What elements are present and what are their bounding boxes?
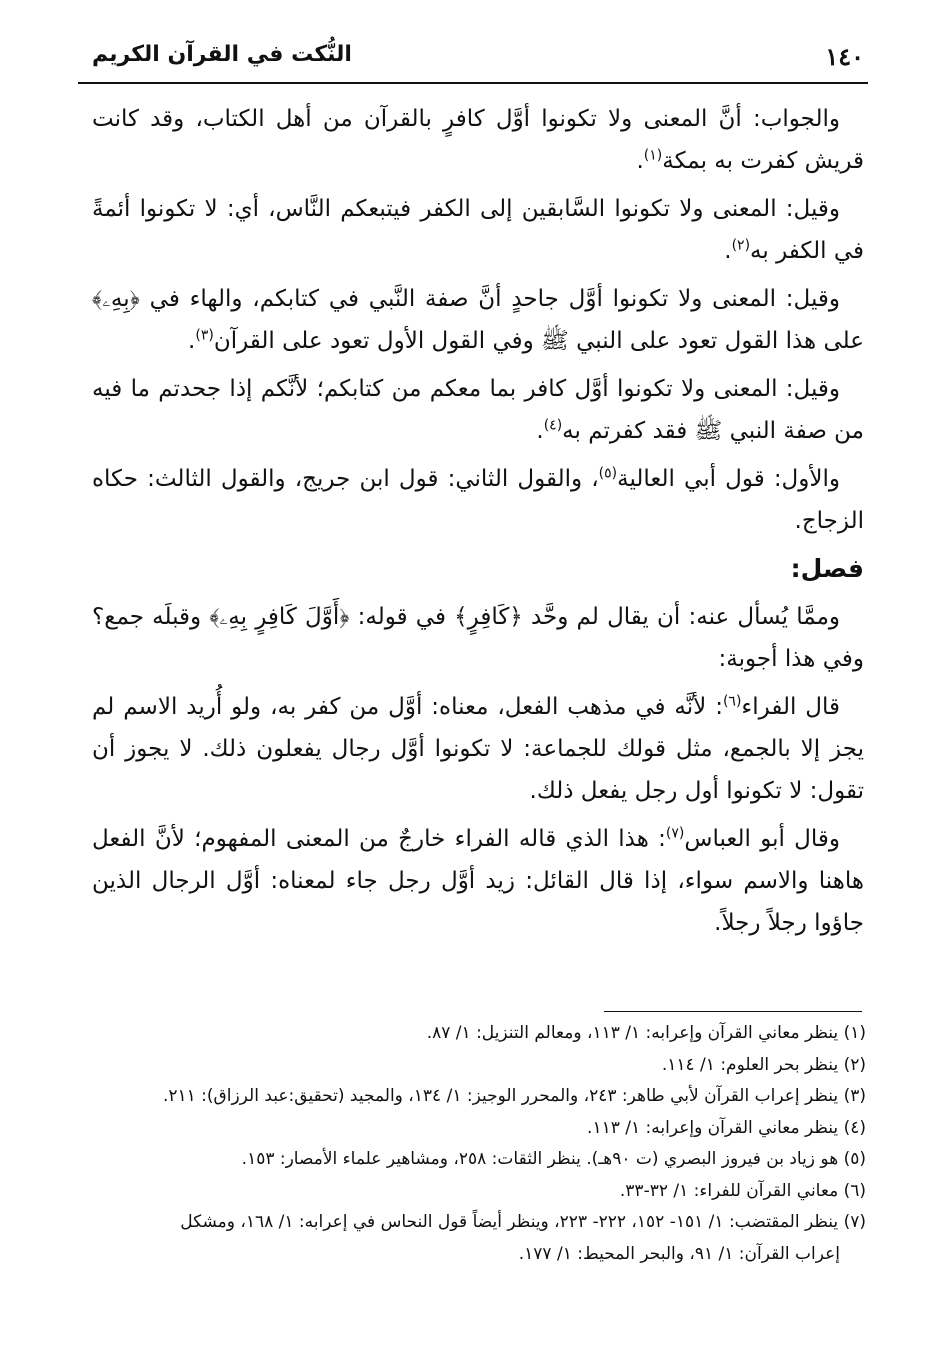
footnote-number: (١) [843, 1023, 866, 1043]
footnote-ref-5[interactable]: (٥) [598, 465, 618, 482]
page-header [78, 36, 878, 80]
footnote-divider [604, 1011, 862, 1012]
paragraph-7-text-b: : لأنَّه في مذهب الفعل، معناه: أوَّل من كفر به، ولو أُريد الاسم لم يجز إلا بالجمع، مثل قولك للجماعة: لا تكونوا أوَّل رجال يفعلون ذلك. لا يجوز أن تقول: لا تكونوا أول رجل يفعل ذلك. [92, 694, 864, 804]
footnote-text: ينظر إعراب القرآن لأبي طاهر: ٢٤٣، والمحرر الوجيز: ١/ ١٣٤، والمجيد (تحقيق:عبد الرزاق): ٢١١. [162, 1086, 839, 1106]
paragraph-2 [92, 188, 864, 272]
header-divider [78, 82, 868, 84]
paragraph-2-end: . [724, 238, 732, 264]
paragraph-4 [92, 368, 864, 452]
footnote-6 [92, 1176, 870, 1208]
footnote-number: (٦) [843, 1180, 866, 1201]
paragraph-5-text-b: ، والقول الثاني: قول ابن جريج، والقول الثالث: حكاه الزجاج. [92, 466, 864, 534]
section-heading: فصل: [790, 554, 864, 583]
paragraph-8-text-a: وقال أبو العباس [684, 826, 840, 852]
quran-quote: ﴿بِهِۦ﴾ [92, 286, 140, 312]
paragraph-8-text-b: : هذا الذي قاله الفراء خارجٌ من المعنى المفهوم؛ لأنَّ الفعل هاهنا والاسم سواء، إذا قال القائل: زيد أوَّل رجل جاء لمعناه: أوَّل الرجال الذين جاؤوا رجلاً رجلاً. [92, 826, 864, 936]
footnote-ref-7[interactable]: (٧) [665, 825, 685, 842]
footnote-text: معاني القرآن للفراء: ١/ ٣٢-٣٣. [619, 1180, 839, 1201]
paragraph-6-text-b: في قوله: [349, 604, 455, 630]
footnote-ref-3[interactable]: (٣) [195, 327, 214, 344]
paragraph-3-text-a: وقيل: المعنى ولا تكونوا أوَّل جاحدٍ أنَّ صفة النَّبي في كتابكم، والهاء في [139, 286, 840, 312]
footnote-text: ينظر المقتضب: ١/ ١٥١- ١٥٢، ٢٢٢- ٢٢٣، وينظر أيضاً قول النحاس في إعرابه: ١/ ١٦٨، ومشكل [180, 1212, 839, 1232]
paragraph-6-text-c: وقبلَه جمع؟ وفي هذا أجوبة: [92, 604, 864, 672]
paragraph-2-text: وقيل: المعنى ولا تكونوا السَّابقين إلى الكفر فيتبعكم النَّاس، أي: لا تكونوا أئمةً في الكفر به [92, 196, 864, 264]
main-text [92, 98, 864, 950]
footnote-text: ينظر بحر العلوم: ١/ ١١٤. [661, 1054, 839, 1075]
paragraph-1-end: . [636, 148, 644, 174]
paragraph-3 [92, 278, 864, 362]
paragraph-6-text-a: وممَّا يُسأل عنه: أن يقال لم وحَّد [522, 604, 840, 630]
paragraph-4-text: وقيل: المعنى ولا تكونوا أوَّل كافر بما معكم من كتابكم؛ لأنَّكم إذا جحدتم ما فيه من صفة النبي ﷺ فقد كفرتم به [92, 376, 864, 444]
footnote-number: (٧) [843, 1212, 866, 1232]
page-number: ١٤٠ [825, 42, 864, 71]
paragraph-7 [92, 686, 864, 812]
paragraph-8 [92, 818, 864, 944]
quran-quote: ﴿أَوَّلَ كَافِرٍ بِهِۦ﴾ [209, 604, 350, 630]
footnote-ref-1[interactable]: (١) [643, 147, 663, 164]
running-title: النُّكت في القرآن الكريم [92, 42, 352, 67]
footnote-number: (٣) [843, 1086, 866, 1106]
footnote-text: ينظر معاني القرآن وإعرابه: ١/ ١١٣. [587, 1117, 839, 1138]
paragraph-3-end: . [188, 328, 196, 354]
footnote-text: ينظر معاني القرآن وإعرابه: ١/ ١١٣، ومعالم التنزيل: ١/ ٨٧. [426, 1023, 839, 1043]
footnote-2 [92, 1050, 870, 1082]
paragraph-4-end: . [536, 418, 544, 444]
footnote-continuation: إعراب القرآن: ١/ ٩١، والبحر المحيط: ١/ ١٧٧. [518, 1243, 840, 1264]
paragraph-6 [92, 596, 864, 680]
footnote-ref-4[interactable]: (٤) [543, 417, 563, 434]
footnote-number: (٤) [843, 1117, 866, 1138]
footnote-number: (٥) [843, 1149, 866, 1169]
paragraph-5-text-a: والأول: قول أبي العالية [617, 466, 840, 492]
paragraph-1 [92, 98, 864, 182]
footnotes [92, 1018, 870, 1270]
quran-quote: ﴿كَافِرٍ﴾ [454, 604, 523, 630]
footnote-3 [92, 1081, 870, 1113]
footnote-1 [92, 1018, 870, 1050]
paragraph-3-text-b: على هذا القول تعود على النبي ﷺ وفي القول الأول تعود على القرآن [213, 328, 864, 354]
paragraph-1-text: والجواب: أنَّ المعنى ولا تكونوا أوَّل كافرٍ بالقرآن من أهل الكتاب، وقد كانت قريش كفرت به بمكة [92, 106, 864, 174]
paragraph-7-text-a: قال الفراء [741, 694, 840, 720]
paragraph-5 [92, 458, 864, 542]
footnote-number: (٢) [843, 1054, 866, 1075]
footnote-ref-6[interactable]: (٦) [722, 693, 742, 710]
footnote-4 [92, 1113, 870, 1145]
footnote-5 [92, 1144, 870, 1176]
footnote-ref-2[interactable]: (٢) [731, 237, 751, 254]
footnote-7 [92, 1207, 870, 1270]
footnote-text: هو زياد بن فيروز البصري (ت ٩٠هـ). ينظر الثقات: ٢٥٨، ومشاهير علماء الأمصار: ١٥٣. [241, 1149, 839, 1169]
